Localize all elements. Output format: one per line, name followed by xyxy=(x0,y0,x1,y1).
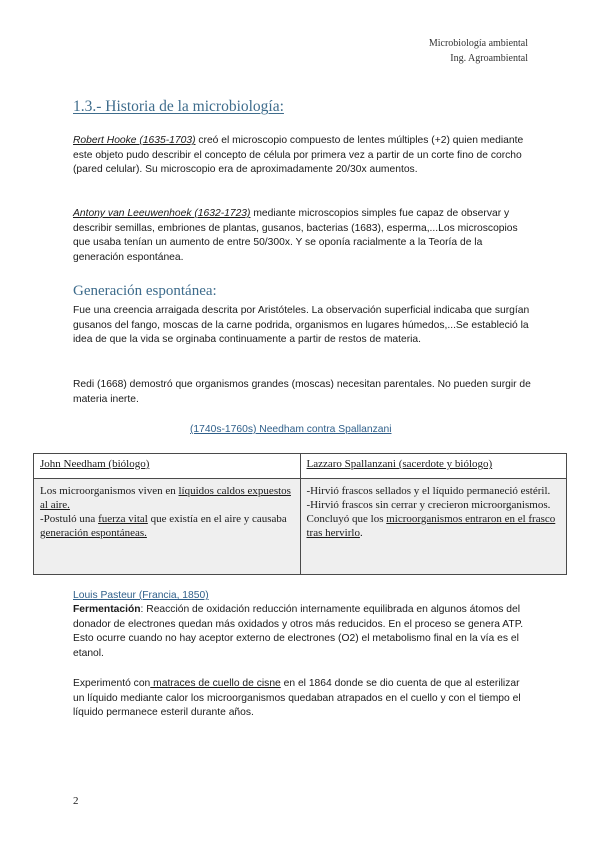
generation-paragraph-1: Fue una creencia arraigada descrita por Aristóteles. La observación superficial indicaba que surgían gusanos del fango, moscas de la carne podrida, organismos en lugares húmedos,...Se estableció la idea de que la vida se orginaba continuamente a partir de restos de materia. xyxy=(73,305,530,346)
table-header-spallanzani: Lazzaro Spallanzani (sacerdote y biólogo) xyxy=(300,454,567,479)
pasteur-experiment-paragraph: Experimentó con matraces de cuello de cisne en el 1864 donde se dio cuenta de que al esterilizar un líquido mediante calor los microorganismos quedaban atrapados en el cuello y con el tiempo el líquido permanece esteril durante años. xyxy=(73,678,521,719)
hooke-paragraph xyxy=(73,134,533,178)
leeuwenhoek-text: mediante microscopios simples fue capaz de observar y describir semillas, embriones de plantas, gusanos, bacterias (1683), esperma,...Los microscopios que usaba tenían un aumento de entre 50/300x. Y se oponía racialmente a la Teoría de la generación espontánea. xyxy=(73,208,518,263)
spallanzani-cell: -Hirvió frascos sellados y el líquido permaneció estéril. -Hirvió frascos sin cerrar y crecieron microorganismos. Concluyó que los microorganismos entraron en el frasco tras hervirlo. xyxy=(300,479,567,575)
table-caption: (1740s-1760s) Needham contra Spallanzani xyxy=(190,424,392,435)
table-header-row xyxy=(34,454,567,479)
table-body-row xyxy=(34,479,567,575)
fermentation-paragraph xyxy=(73,603,533,661)
needham-cell: Los microorganismos viven en líquidos caldos expuestos al aire. -Postuló una fuerza vital que existía en el aire y causaba generación espontáneas. xyxy=(34,479,301,575)
section-title: 1.3.- Historia de la microbiología: xyxy=(73,98,284,115)
page-number: 2 xyxy=(73,795,79,807)
comparison-table xyxy=(33,453,567,575)
leeuwenhoek-name: Antony van Leeuwenhoek (1632-1723) xyxy=(73,208,251,219)
table-header-needham: John Needham (biólogo) xyxy=(34,454,301,479)
header-degree: Ing. Agroambiental xyxy=(450,53,528,64)
pasteur-title: Louis Pasteur (Francia, 1850) xyxy=(73,590,209,601)
leeuwenhoek-paragraph xyxy=(73,207,533,265)
generation-title: Generación espontánea: xyxy=(73,283,217,299)
fermentation-def: : Reacción de oxidación reducción internamente equilibrada en algunos átomos del donador de electrones quedan más oxidados y otros más reducidos. En el proceso se genera ATP. Esto ocurre cuando no hay aceptor externo de electrones (O2) el metabolismo final en la vía es el etanol. xyxy=(73,604,524,659)
generation-paragraph-2: Redi (1668) demostró que organismos grandes (moscas) necesitan parentales. No pueden surgir de materia inerte. xyxy=(73,379,531,405)
hooke-text: creó el microscopio compuesto de lentes múltiples (+2) quien mediante este objeto pudo describir el concepto de célula por primera vez a partir de un corte fino de corcho (pared celular). Su microscopio era de aproximadamente 20/30x aumentos. xyxy=(73,135,524,176)
hooke-name: Robert Hooke (1635-1703) xyxy=(73,135,196,146)
fermentation-term: Fermentación xyxy=(73,604,141,615)
header-course: Microbiología ambiental xyxy=(428,38,528,49)
